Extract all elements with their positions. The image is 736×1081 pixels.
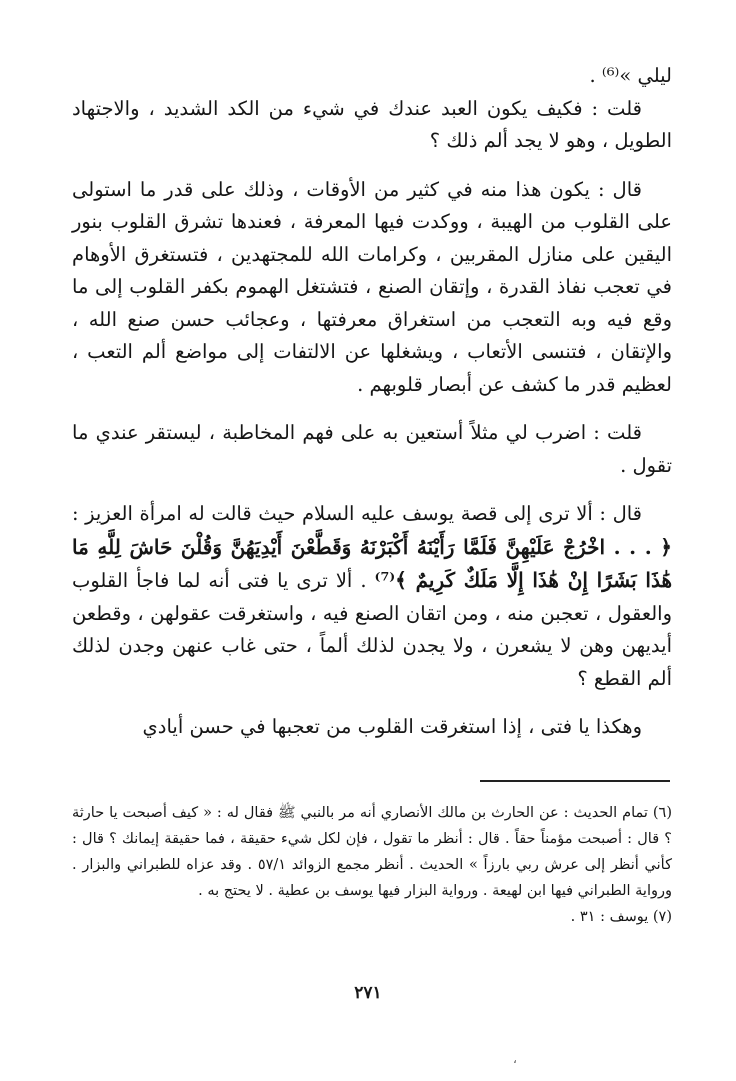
paragraph-final: وهكذا يا فتى ، إذا استغرقت القلوب من تعجبها في حسن أيادي	[142, 715, 642, 738]
quran-verse: ﴿ . . . اخْرُجْ عَلَيْهِنَّ فَلَمَّا رَأَيْنَهُ أَكْبَرْنَهُ وَقَطَّعْنَ أَيْدِيَهُنَّ وَقُلْنَ حَاشَ لِلَّهِ مَا هَٰذَا بَشَرًا إِنْ هَٰذَا إِلَّا مَلَكٌ كَرِيمٌ ﴾⁽⁷⁾	[72, 534, 672, 592]
paragraph-question-2: قلت : اضرب لي مثلاً أستعين به على فهم المخاطبة ، ليستقر عندي ما تقول .	[72, 421, 672, 477]
footnote-7: (٧) يوسف : ٣١ .	[570, 909, 672, 925]
paragraph-question-1: قلت : فكيف يكون العبد عندك في شيء من الكد الشديد ، والاجتهاد الطويل ، وهو لا يجد ألم ذلك ؟	[72, 96, 672, 152]
answer-continuation: . ألا ترى يا فتى أنه لما فاجأ القلوب والعقول ، تعجبن منه ، ومن اتقان الصنع فيه ، واستغرقت عقولهن ، وقطعن أيديهن وهن لا يشعرن ، ولا يجدن لذلك ألماً ، حتى غاب عنهن وجدن لذلك ألم القطع ؟	[72, 569, 672, 690]
paragraph-answer-2	[72, 498, 672, 695]
footnotes	[72, 800, 672, 930]
answer-intro: قال : ألا ترى إلى قصة يوسف عليه السلام حيث قالت له امرأة العزيز :	[72, 502, 642, 525]
footnote-divider	[480, 780, 670, 782]
paragraph-continuation: ليلي »⁽⁶⁾ .	[589, 64, 672, 87]
paragraph-answer-1: قال : يكون هذا منه في كثير من الأوقات ، وذلك على قدر ما استولى على القلوب من الهيبة ، ووكدت فيها المعرفة ، فعندها تشرق القلوب بنور اليقين على منازل المقربين ، وكرامات الله للمجتهدين ، فتستغرق الأوهام في تعجب نفاذ القدرة ، وإتقان الصنع ، فتشتغل الهموم بكفر القلوب إلى ما وقع فيه وبه التعجب من استغراق معرفتها ، وعجائب حسن صنع الله ، والإتقان ، فتنسى الأتعاب ، ويشغلها عن الالتفات إلى مواضع ألم التعب ، لعظيم قدر ما كشف عن أبصار قلوبهم .	[72, 177, 672, 396]
main-text	[72, 60, 672, 744]
page-number: ٢٧١	[354, 983, 382, 1003]
scan-speck: ،	[513, 1052, 517, 1066]
footnote-6: (٦) تمام الحديث : عن الحارث بن مالك الأنصاري أنه مر بالنبي ﷺ فقال له : « كيف أصبحت يا حارثة ؟ قال : أصبحت مؤمناً حقاً . قال : أنظر ما تقول ، فإن لكل شيء حقيقة ، فما حقيقة إيمانك ؟ قال : كأني أنظر إلى عرش ربي بارزاً » الحديث . أنظر مجمع الزوائد ٥٧/١ . وقد عزاه للطبراني والبزار . ورواية الطبراني فيها ابن لهيعة . ورواية البزار فيها يوسف بن عطية . لا يحتج به .	[72, 805, 672, 899]
